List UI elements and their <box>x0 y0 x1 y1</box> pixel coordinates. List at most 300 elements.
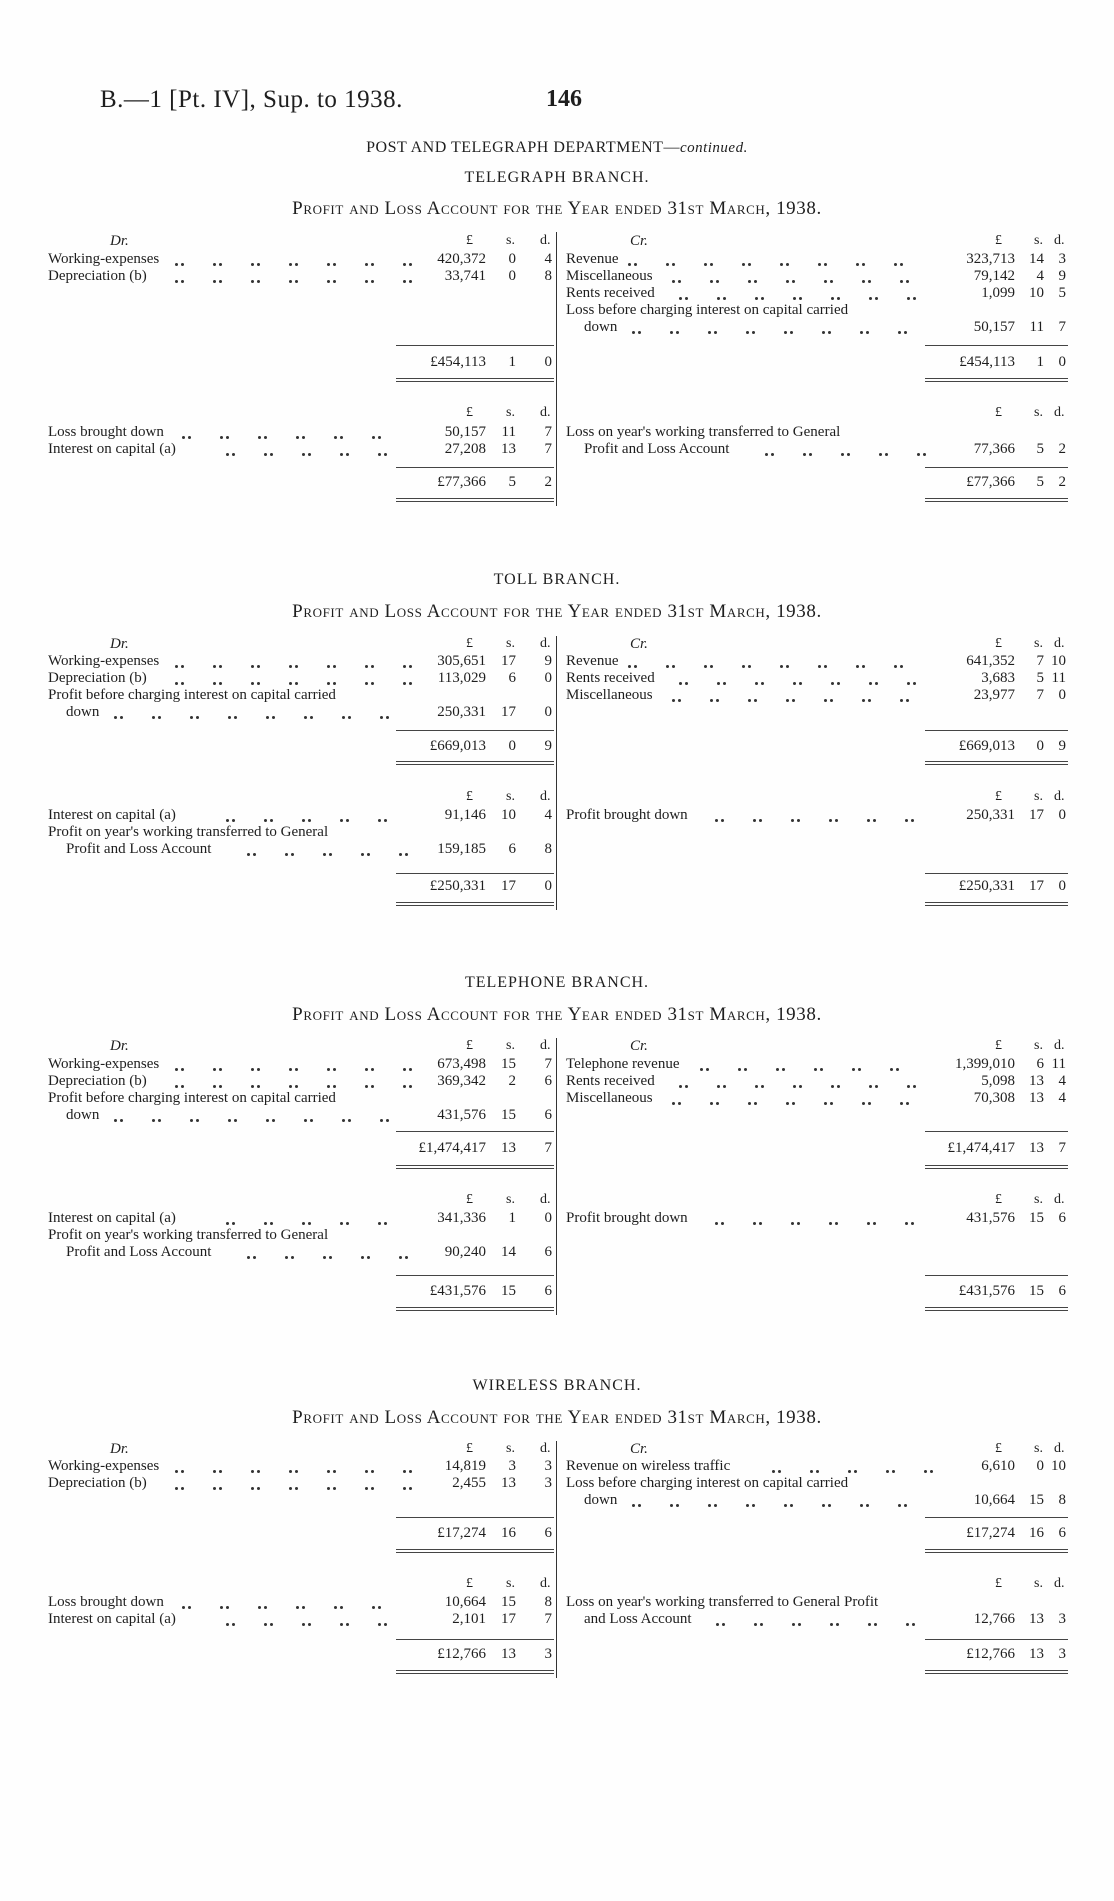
shillings-header: s. <box>506 405 515 420</box>
total-double-rule <box>396 761 554 765</box>
pence-header: d. <box>1054 789 1065 804</box>
leader-dot <box>403 1470 406 1473</box>
column-divider <box>556 232 557 506</box>
pence-header: d. <box>540 636 551 651</box>
leader-dot <box>824 1102 827 1105</box>
leader-dot <box>831 682 834 685</box>
leader-dot <box>365 280 368 283</box>
leader-dot <box>361 1256 364 1259</box>
entry-pence: 6 <box>544 1244 552 1260</box>
leader-dot <box>824 665 827 668</box>
leader-dot <box>228 716 231 719</box>
leader-dot <box>175 1085 178 1088</box>
leader-dot <box>717 297 720 300</box>
entry-shillings: 13 <box>501 1475 516 1491</box>
entry-pence: 0 <box>1058 687 1066 703</box>
leader-dot <box>251 1487 254 1490</box>
leader-dot <box>854 1470 857 1473</box>
leader-dot <box>786 280 789 283</box>
entry-shillings: 6 <box>508 670 516 686</box>
leader-dot <box>792 699 795 702</box>
leader-dot <box>380 716 383 719</box>
leader-dot <box>830 280 833 283</box>
leader-dot <box>818 665 821 668</box>
entry-pounds: 159,185 <box>437 841 486 857</box>
entry-pence: 4 <box>1058 1090 1066 1106</box>
entry-pence: 8 <box>1058 1492 1066 1508</box>
leader-dot <box>196 1119 199 1122</box>
entry-label-continued: down <box>584 1492 618 1508</box>
leader-dot <box>384 819 387 822</box>
leader-dot <box>715 819 718 822</box>
leader-dot <box>257 280 260 283</box>
pence-header: d. <box>1054 1038 1065 1053</box>
total-double-rule <box>925 1307 1068 1311</box>
leader-dot <box>340 819 343 822</box>
leader-dot <box>342 1119 345 1122</box>
shillings-header: s. <box>1034 636 1043 651</box>
leader-dot <box>213 280 216 283</box>
total-rule <box>925 345 1068 346</box>
shillings-header: s. <box>1034 1192 1043 1207</box>
leader-dot <box>264 453 267 456</box>
leader-dot <box>810 1470 813 1473</box>
entry-shillings: 14 <box>501 1244 516 1260</box>
leader-dot <box>232 1222 235 1225</box>
debit-heading: Dr. <box>110 233 129 249</box>
leader-dot <box>304 1119 307 1122</box>
debit-heading: Dr. <box>110 1441 129 1457</box>
leader-dot <box>158 716 161 719</box>
total-double-rule <box>925 902 1068 906</box>
leader-dot <box>676 1504 679 1507</box>
leader-dot <box>220 1606 223 1609</box>
entry-pence: 3 <box>544 1458 552 1474</box>
leader-dot <box>257 1085 260 1088</box>
leader-dot <box>672 665 675 668</box>
leader-dot <box>219 1085 222 1088</box>
entry-pence: 10 <box>1051 653 1066 669</box>
leader-dot <box>765 453 768 456</box>
leader-dot <box>786 263 789 266</box>
leader-dot <box>685 297 688 300</box>
leader-dot <box>302 453 305 456</box>
leader-dot <box>628 263 631 266</box>
leader-dot <box>792 1102 795 1105</box>
entry-label: Depreciation (b) <box>48 268 147 284</box>
total-pounds: £454,113 <box>959 354 1015 370</box>
leader-dot <box>710 263 713 266</box>
leader-dot <box>264 1623 267 1626</box>
entry-pounds: 250,331 <box>437 704 486 720</box>
leader-dot <box>365 1068 368 1071</box>
entry-label-continued: down <box>66 1107 100 1123</box>
leader-dot <box>874 1623 877 1626</box>
leader-dot <box>378 819 381 822</box>
entry-shillings: 13 <box>501 441 516 457</box>
leader-dot <box>831 297 834 300</box>
leader-dot <box>219 665 222 668</box>
leader-dot <box>906 280 909 283</box>
pound-header: £ <box>995 233 1002 248</box>
total-pence: 7 <box>544 1140 552 1156</box>
total-pounds: £12,766 <box>966 1646 1015 1662</box>
leader-dot <box>746 331 749 334</box>
leader-dot <box>378 1606 381 1609</box>
total-double-rule <box>925 1670 1068 1674</box>
leader-dot <box>302 819 305 822</box>
leader-dot <box>869 682 872 685</box>
leader-dot <box>371 1068 374 1071</box>
leader-dot <box>219 1068 222 1071</box>
leader-dot <box>257 1470 260 1473</box>
leader-dot <box>900 665 903 668</box>
leader-dot <box>799 682 802 685</box>
entry-pence: 6 <box>544 1073 552 1089</box>
leader-dot <box>251 280 254 283</box>
total-pounds: £454,113 <box>430 354 486 370</box>
leader-dot <box>295 682 298 685</box>
leader-dot <box>371 280 374 283</box>
leader-dot <box>409 1487 412 1490</box>
leader-dot <box>755 682 758 685</box>
leader-dot <box>409 665 412 668</box>
leader-dot <box>873 1222 876 1225</box>
leader-dot <box>723 297 726 300</box>
telegraph-account-title: Profit and Loss Account for the Year ended 31st March, 1938. <box>292 198 822 219</box>
leader-dot <box>371 263 374 266</box>
leader-dot <box>188 1606 191 1609</box>
leader-dot <box>905 1222 908 1225</box>
entry-label: Profit before charging interest on capital carried <box>48 687 336 703</box>
pence-header: d. <box>1054 636 1065 651</box>
shillings-header: s. <box>506 789 515 804</box>
leader-dot <box>329 1256 332 1259</box>
entry-pounds: 305,651 <box>437 653 486 669</box>
shillings-header: s. <box>506 233 515 248</box>
leader-dot <box>333 1068 336 1071</box>
leader-dot <box>862 280 865 283</box>
column-divider <box>556 636 557 910</box>
entry-shillings: 0 <box>508 268 516 284</box>
leader-dot <box>837 297 840 300</box>
leader-dot <box>824 699 827 702</box>
leader-dot <box>835 1222 838 1225</box>
shillings-header: s. <box>506 1192 515 1207</box>
leader-dot <box>790 331 793 334</box>
entry-shillings: 5 <box>1036 441 1044 457</box>
pence-header: d. <box>540 1192 551 1207</box>
total-double-rule <box>925 498 1068 502</box>
leader-dot <box>793 297 796 300</box>
leader-dot <box>405 1256 408 1259</box>
leader-dot <box>342 716 345 719</box>
entry-label: Rents received <box>566 670 655 686</box>
leader-dot <box>797 1222 800 1225</box>
leader-dot <box>672 699 675 702</box>
entry-pence: 7 <box>544 424 552 440</box>
entry-label: Depreciation (b) <box>48 1475 147 1491</box>
entry-label-continued: down <box>584 319 618 335</box>
entry-label: Interest on capital (a) <box>48 441 176 457</box>
total-rule <box>925 1131 1068 1132</box>
leader-dot <box>670 331 673 334</box>
pence-header: d. <box>540 405 551 420</box>
leader-dot <box>841 453 844 456</box>
leader-dot <box>754 1623 757 1626</box>
leader-dot <box>181 1068 184 1071</box>
total-rule <box>925 1639 1068 1640</box>
entry-label: Depreciation (b) <box>48 670 147 686</box>
leader-dot <box>748 699 751 702</box>
entry-pounds: 14,819 <box>444 1458 486 1474</box>
total-rule <box>396 1517 554 1518</box>
entry-pence: 7 <box>544 1611 552 1627</box>
leader-dot <box>831 1085 834 1088</box>
pound-header: £ <box>995 1038 1002 1053</box>
total-double-rule <box>396 498 554 502</box>
leader-dot <box>327 1085 330 1088</box>
pound-header: £ <box>466 1576 473 1591</box>
leader-dot <box>365 665 368 668</box>
leader-dot <box>793 1085 796 1088</box>
leader-dot <box>289 1487 292 1490</box>
leader-dot <box>784 1504 787 1507</box>
leader-dot <box>885 453 888 456</box>
leader-dot <box>257 682 260 685</box>
leader-dot <box>340 436 343 439</box>
total-pounds: £17,274 <box>966 1525 1015 1541</box>
entry-label: Profit before charging interest on capital carried <box>48 1090 336 1106</box>
total-double-rule <box>396 1670 554 1674</box>
leader-dot <box>799 297 802 300</box>
leader-dot <box>875 682 878 685</box>
entry-pounds: 50,157 <box>444 424 486 440</box>
leader-dot <box>371 682 374 685</box>
leader-dot <box>120 1119 123 1122</box>
entry-label: Loss before charging interest on capital carried <box>566 1475 849 1491</box>
leader-dot <box>678 1102 681 1105</box>
leader-dot <box>399 853 402 856</box>
leader-dot <box>666 665 669 668</box>
total-shillings: 15 <box>501 1283 516 1299</box>
leader-dot <box>365 263 368 266</box>
entry-label-continued: and Loss Account <box>584 1611 692 1627</box>
leader-dot <box>771 453 774 456</box>
total-rule <box>925 730 1068 731</box>
leader-dot <box>219 1470 222 1473</box>
leader-dot <box>384 1623 387 1626</box>
leader-dot <box>346 1222 349 1225</box>
total-pence: 6 <box>1058 1525 1066 1541</box>
leader-dot <box>181 665 184 668</box>
leader-dot <box>828 331 831 334</box>
entry-pounds: 5,098 <box>981 1073 1015 1089</box>
shillings-header: s. <box>1034 1441 1043 1456</box>
leader-dot <box>679 682 682 685</box>
shillings-header: s. <box>1034 405 1043 420</box>
telephone-branch-title: TELEPHONE BRANCH. <box>464 974 650 991</box>
leader-dot <box>270 1222 273 1225</box>
entry-label: Interest on capital (a) <box>48 1611 176 1627</box>
entry-label: Rents received <box>566 1073 655 1089</box>
leader-dot <box>782 1068 785 1071</box>
total-rule <box>396 873 554 874</box>
pound-header: £ <box>995 636 1002 651</box>
entry-shillings: 17 <box>1029 807 1044 823</box>
leader-dot <box>372 436 375 439</box>
leader-dot <box>327 280 330 283</box>
leader-dot <box>181 263 184 266</box>
leader-dot <box>917 453 920 456</box>
credit-heading: Cr. <box>630 1441 648 1457</box>
leader-dot <box>334 1606 337 1609</box>
entry-pence: 10 <box>1051 1458 1066 1474</box>
leader-dot <box>717 1085 720 1088</box>
leader-dot <box>371 665 374 668</box>
leader-dot <box>685 682 688 685</box>
total-double-rule <box>396 1549 554 1553</box>
leader-dot <box>860 331 863 334</box>
leader-dot <box>386 716 389 719</box>
leader-dot <box>213 1085 216 1088</box>
leader-dot <box>866 1504 869 1507</box>
pence-header: d. <box>1054 1441 1065 1456</box>
leader-dot <box>403 1068 406 1071</box>
leader-dot <box>289 280 292 283</box>
leader-dot <box>761 1085 764 1088</box>
leader-dot <box>907 1085 910 1088</box>
leader-dot <box>333 1470 336 1473</box>
leader-dot <box>824 263 827 266</box>
leader-dot <box>829 819 832 822</box>
leader-dot <box>405 853 408 856</box>
total-rule <box>396 467 554 468</box>
leader-dot <box>327 263 330 266</box>
entry-label: Loss brought down <box>48 424 164 440</box>
leader-dot <box>896 1068 899 1071</box>
column-divider <box>556 1038 557 1315</box>
leader-dot <box>302 1623 305 1626</box>
entry-label: Telephone revenue <box>566 1056 680 1072</box>
leader-dot <box>266 716 269 719</box>
leader-dot <box>120 716 123 719</box>
entry-shillings: 6 <box>1036 1056 1044 1072</box>
leader-dot <box>196 716 199 719</box>
leader-dot <box>327 682 330 685</box>
total-pence: 0 <box>544 354 552 370</box>
entry-pence: 6 <box>544 1107 552 1123</box>
leader-dot <box>638 1504 641 1507</box>
leader-dot <box>384 1222 387 1225</box>
telephone-account-title: Profit and Loss Account for the Year ended 31st March, 1938. <box>292 1004 822 1025</box>
leader-dot <box>295 1470 298 1473</box>
leader-dot <box>291 853 294 856</box>
entry-label: Depreciation (b) <box>48 1073 147 1089</box>
leader-dot <box>913 682 916 685</box>
total-pounds: £669,013 <box>429 738 486 754</box>
leader-dot <box>304 716 307 719</box>
entry-pence: 8 <box>544 1594 552 1610</box>
leader-dot <box>672 263 675 266</box>
entry-pounds: 12,766 <box>973 1611 1015 1627</box>
entry-label: Profit on year's working transferred to General <box>48 824 329 840</box>
leader-dot <box>868 699 871 702</box>
leader-dot <box>911 819 914 822</box>
total-pence: 2 <box>1058 474 1066 490</box>
pence-header: d. <box>1054 1192 1065 1207</box>
entry-pounds: 431,576 <box>966 1210 1015 1226</box>
total-rule <box>396 730 554 731</box>
leader-dot <box>755 1085 758 1088</box>
total-pounds: £77,366 <box>966 474 1015 490</box>
entry-shillings: 13 <box>1029 1073 1044 1089</box>
leader-dot <box>704 665 707 668</box>
leader-dot <box>289 682 292 685</box>
leader-dot <box>754 699 757 702</box>
shillings-header: s. <box>1034 789 1043 804</box>
leader-dot <box>890 1068 893 1071</box>
leader-dot <box>253 853 256 856</box>
leader-dot <box>295 1085 298 1088</box>
leader-dot <box>295 280 298 283</box>
leader-dot <box>912 1623 915 1626</box>
entry-shillings: 17 <box>501 1611 516 1627</box>
entry-label: Miscellaneous <box>566 268 653 284</box>
leader-dot <box>822 331 825 334</box>
total-shillings: 0 <box>508 738 516 754</box>
entry-pounds: 2,455 <box>452 1475 486 1491</box>
entry-pence: 11 <box>1051 670 1066 686</box>
leader-dot <box>786 699 789 702</box>
entry-pounds: 431,576 <box>437 1107 486 1123</box>
leader-dot <box>409 1068 412 1071</box>
leader-dot <box>792 1623 795 1626</box>
department-title <box>0 139 1114 157</box>
leader-dot <box>786 1102 789 1105</box>
leader-dot <box>778 1470 781 1473</box>
leader-dot <box>257 263 260 266</box>
leader-dot <box>257 1487 260 1490</box>
pound-header: £ <box>995 1576 1002 1591</box>
total-rule <box>396 345 554 346</box>
total-pence: 0 <box>1058 354 1066 370</box>
leader-dot <box>710 1102 713 1105</box>
entry-label: Profit brought down <box>566 1210 688 1226</box>
leader-dot <box>847 453 850 456</box>
leader-dot <box>333 682 336 685</box>
leader-dot <box>232 1623 235 1626</box>
leader-dot <box>340 1606 343 1609</box>
pence-header: d. <box>1054 405 1065 420</box>
leader-dot <box>748 263 751 266</box>
total-double-rule <box>396 1307 554 1311</box>
leader-dot <box>666 263 669 266</box>
total-rule <box>396 1275 554 1276</box>
leader-dot <box>251 1085 254 1088</box>
leader-dot <box>900 263 903 266</box>
leader-dot <box>219 280 222 283</box>
document-reference: B.—1 [Pt. IV], Sup. to 1938. <box>100 86 403 113</box>
leader-dot <box>251 1068 254 1071</box>
entry-label: Rents received <box>566 285 655 301</box>
leader-dot <box>761 297 764 300</box>
entry-pence: 7 <box>544 1056 552 1072</box>
leader-dot <box>226 1606 229 1609</box>
leader-dot <box>340 1222 343 1225</box>
leader-dot <box>715 1222 718 1225</box>
leader-dot <box>714 1504 717 1507</box>
